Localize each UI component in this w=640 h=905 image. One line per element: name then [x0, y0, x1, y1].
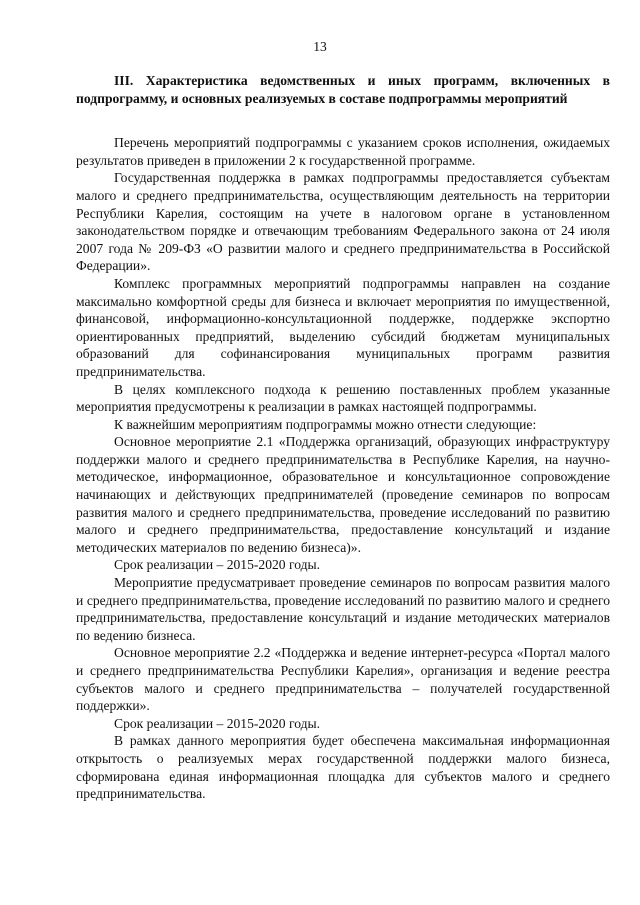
- paragraph-7: Срок реализации – 2015-2020 годы.: [114, 557, 321, 573]
- paragraph-8: Мероприятие предусматривает проведение семинаров по вопросам развития малого и среднего предпринимательства, проведение исследований по развитию малого и среднего предпринимательства, предоставление консультаций и издание методических материалов по ведению бизнеса.: [76, 575, 610, 643]
- paragraph-6: Основное мероприятие 2.1 «Поддержка организаций, образующих инфраструктуру поддержки малого и среднего предпринимательства в Республике Карелия, на научно-методическое, информационное, образовательное и консультационное сопровождение начинающих и действующих предпринимателей (проведение семинаров по вопросам развития малого и среднего предпринимательства, проведение исследований по развитию малого и среднего предпринимательства, предоставление консультаций и издание методических материалов по ведению бизнеса)».: [76, 434, 610, 555]
- page-number: 13: [313, 39, 327, 54]
- paragraph-9: Основное мероприятие 2.2 «Поддержка и ведение интернет-ресурса «Портал малого и среднего предпринимательства Республики Карелия», организация и ведение реестра субъектов малого и среднего предпринимательства – получателей государственной поддержки».: [76, 645, 610, 714]
- paragraph-10: Срок реализации – 2015-2020 годы.: [114, 715, 321, 731]
- paragraph-2: Государственная поддержка в рамках подпрограммы предоставляется субъектам малого и среднего предпринимательства, осуществляющим деятельность на территории Республики Карелия, состоящим на учете в налоговом органе в установленном законодательством порядке и отвечающим требованиям Федерального закона от 24 июля 2007 года № 209-ФЗ «О развитии малого и среднего предпринимательства в Российской Федерации».: [76, 170, 610, 274]
- paragraph-4: В целях комплексного подхода к решению поставленных проблем указанные мероприятия предусмотрены к реализации в рамках настоящей подпрограммы.: [76, 381, 610, 415]
- paragraph-5: К важнейшим мероприятиям подпрограммы можно отнести следующие:: [114, 416, 537, 432]
- paragraph-1: Перечень мероприятий подпрограммы с указанием сроков исполнения, ожидаемых результатов приведен в приложении 2 к государственной программе.: [76, 135, 610, 168]
- section-body: [76, 72, 610, 803]
- paragraph-11: В рамках данного мероприятия будет обеспечена максимальная информационная открытость о реализуемых мерах государственной поддержки малого бизнеса, сформирована единая информационная площадка для субъектов малого и среднего предпринимательства.: [76, 733, 610, 802]
- paragraph-3: Комплекс программных мероприятий подпрограммы направлен на создание максимально комфортной среды для бизнеса и включает мероприятия по имущественной, финансовой, информационно-консультационной поддержке, поддержке экспортно ориентированных предприятий, выделению субсидий бюджетам муниципальных образований для софинансирования муниципальных программ развития предпринимательства.: [76, 275, 610, 379]
- section-heading: III. Характеристика ведомственных и иных программ, включенных в подпрограмму, и основных реализуемых в составе подпрограммы мероприятий: [76, 73, 610, 106]
